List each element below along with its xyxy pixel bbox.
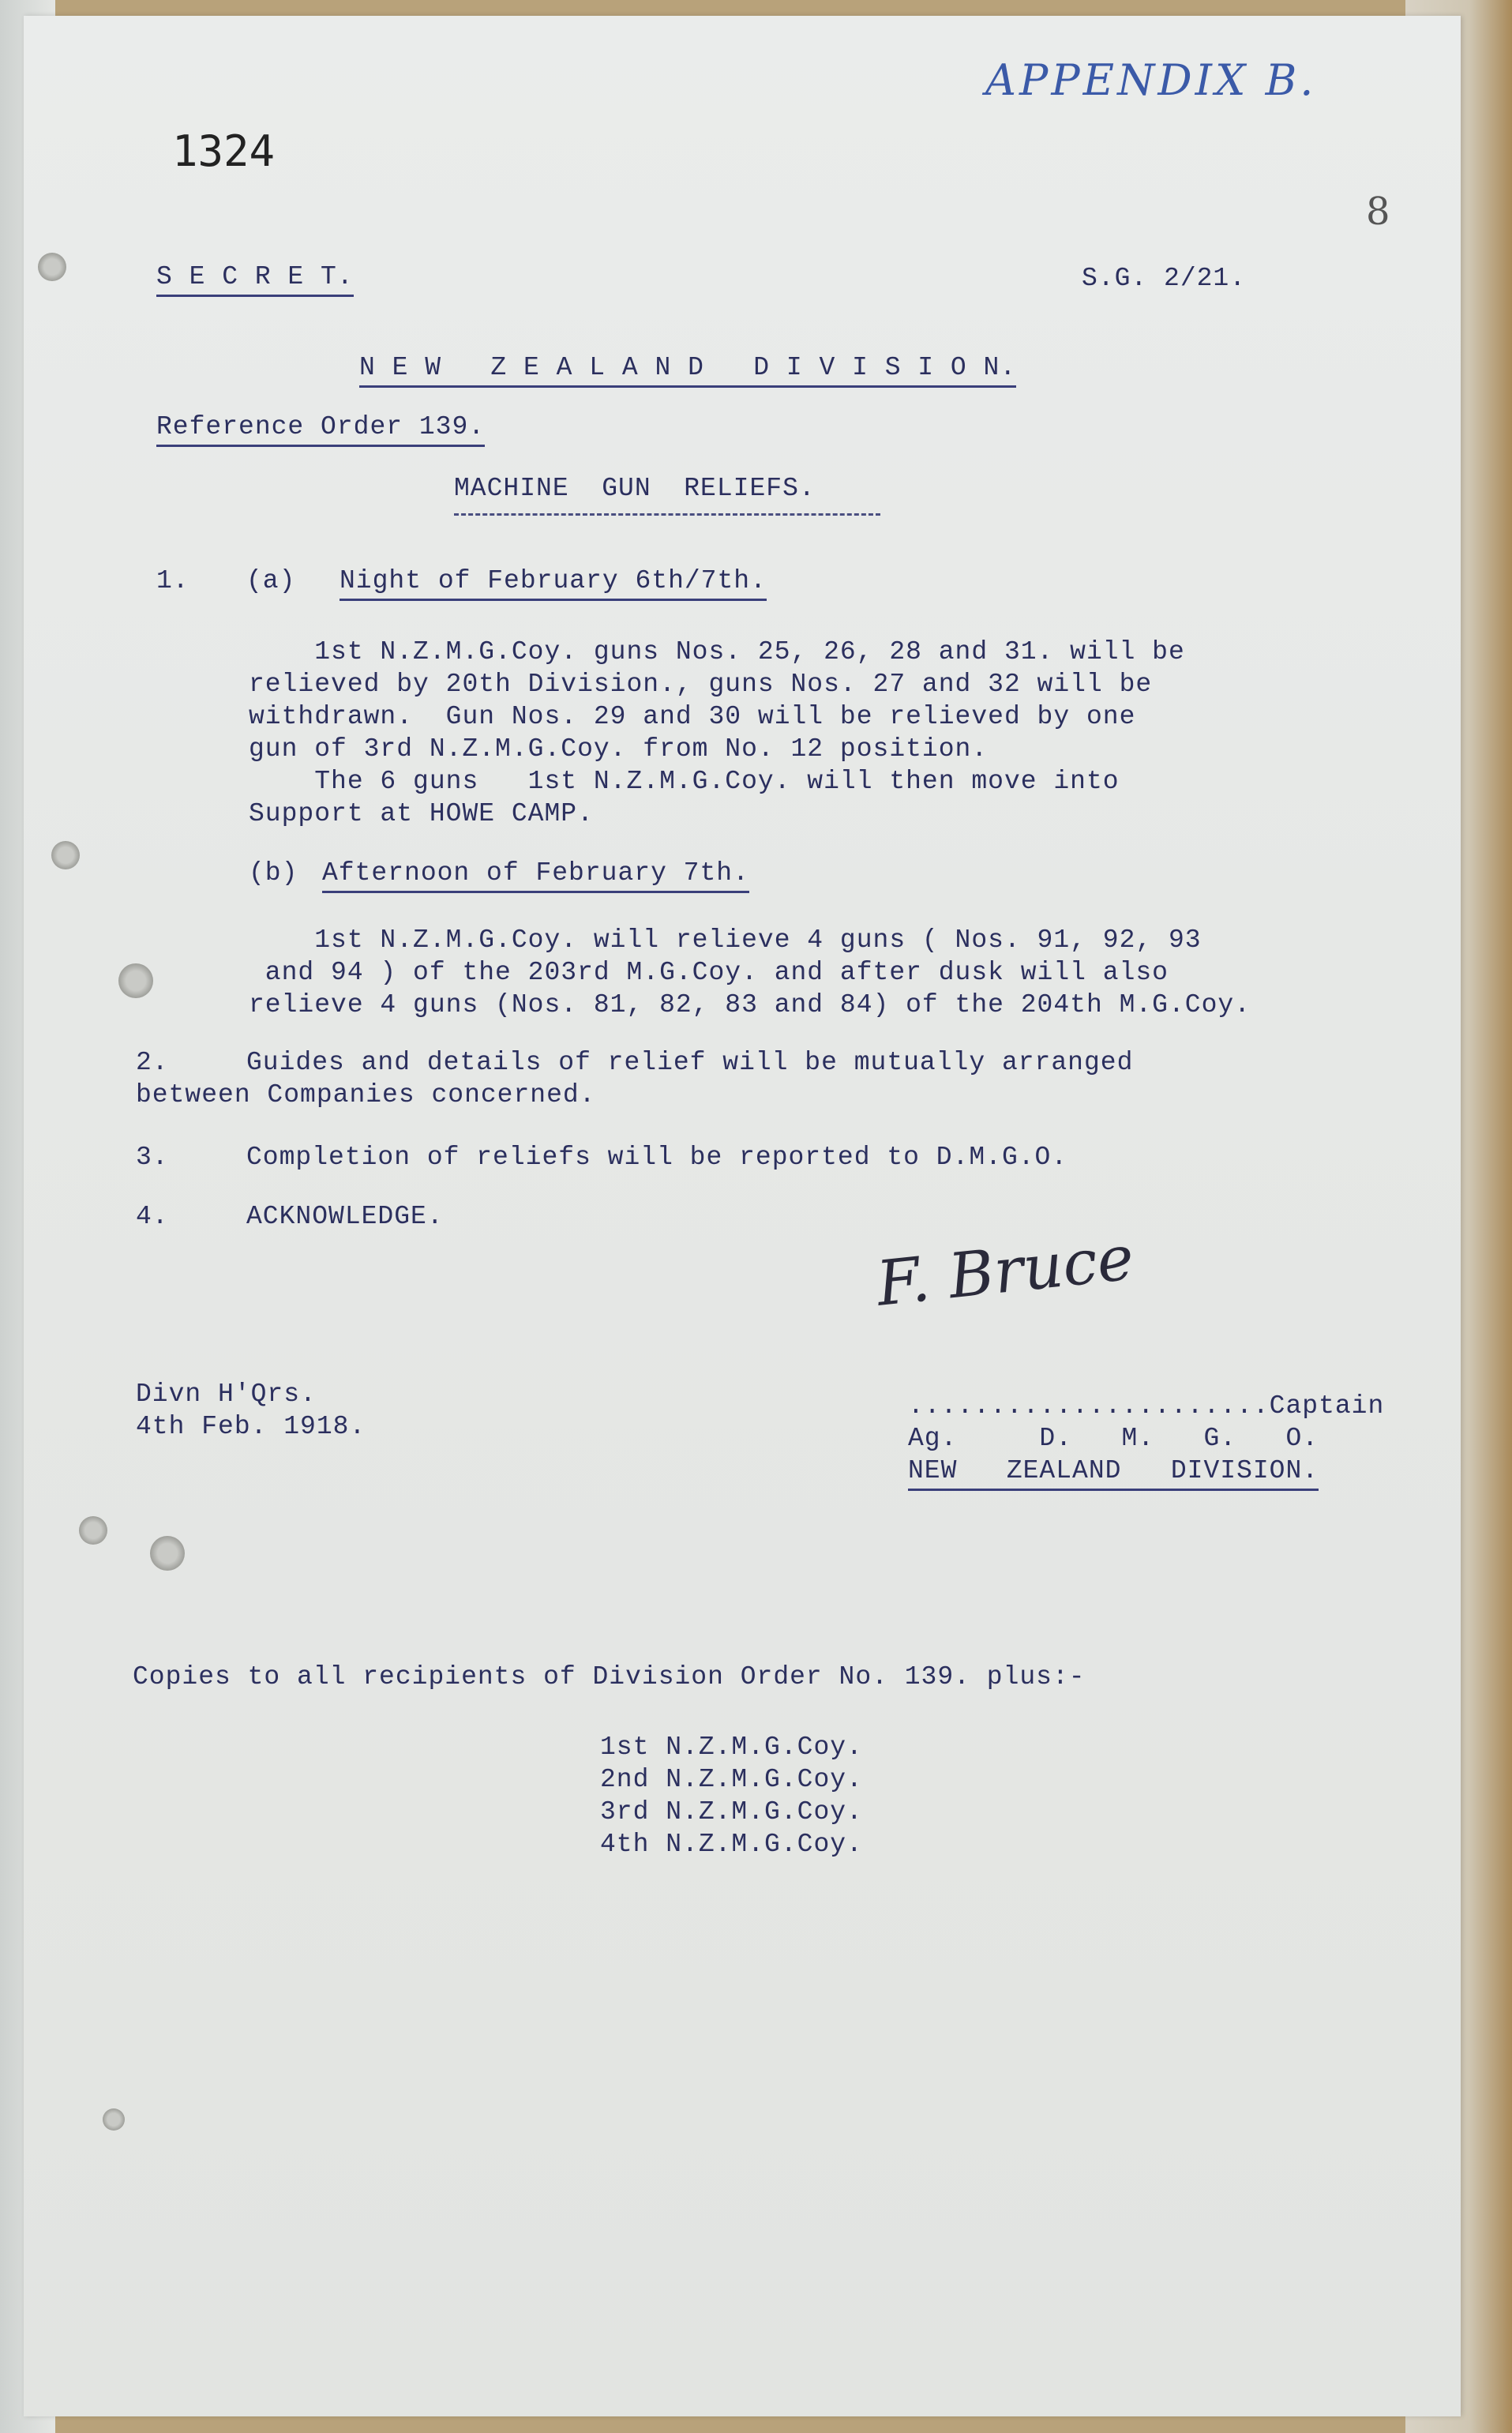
para1a-line: withdrawn. Gun Nos. 29 and 30 will be relieved by one	[249, 702, 1136, 731]
title-underline	[454, 513, 880, 516]
para3-text: Completion of reliefs will be reported to D.M.G.O.	[246, 1143, 1068, 1172]
page-number: 8	[1366, 190, 1390, 234]
punch-hole	[118, 963, 153, 998]
para1a-marker: (a)	[246, 566, 296, 595]
copies-recipient: 4th N.Z.M.G.Coy.	[600, 1830, 863, 1859]
reference-number: 1324	[172, 126, 276, 176]
signoff-division: NEW ZEALAND DIVISION.	[908, 1455, 1319, 1491]
para1b-line: relieve 4 guns (Nos. 81, 82, 83 and 84) of the 204th M.G.Coy.	[249, 990, 1251, 1019]
punch-hole	[38, 253, 66, 281]
copies-recipient: 3rd N.Z.M.G.Coy.	[600, 1797, 863, 1827]
origin-date: 4th Feb. 1918.	[136, 1412, 366, 1441]
punch-hole	[150, 1536, 185, 1571]
para4-number: 4.	[136, 1202, 169, 1231]
para1a-line: gun of 3rd N.Z.M.G.Coy. from No. 12 position.	[249, 734, 989, 764]
para1a-line: 1st N.Z.M.G.Coy. guns Nos. 25, 26, 28 and 31. will be	[249, 637, 1185, 666]
division-heading: N E W Z E A L A N D D I V I S I O N.	[359, 351, 1016, 388]
punch-hole	[51, 841, 80, 869]
reference-order: Reference Order 139.	[156, 411, 485, 447]
para2-line: Guides and details of relief will be mutually arranged	[246, 1048, 1134, 1077]
document-page	[24, 16, 1461, 2416]
document-title: MACHINE GUN RELIEFS.	[454, 474, 816, 503]
sg-reference: S.G. 2/21.	[1082, 264, 1247, 293]
copies-recipient: 2nd N.Z.M.G.Coy.	[600, 1765, 863, 1794]
para1a-line: Support at HOWE CAMP.	[249, 799, 594, 828]
signoff-role: Ag. D. M. G. O.	[908, 1424, 1319, 1453]
para1b-heading: Afternoon of February 7th.	[322, 857, 749, 893]
para2-line: between Companies concerned.	[136, 1080, 596, 1109]
para1-number: 1.	[156, 566, 189, 595]
origin-line: Divn H'Qrs.	[136, 1380, 317, 1409]
para4-text: ACKNOWLEDGE.	[246, 1202, 444, 1231]
copies-intro: Copies to all recipients of Division Order No. 139. plus:-	[133, 1662, 1086, 1691]
para1a-line: The 6 guns 1st N.Z.M.G.Coy. will then move into	[249, 767, 1120, 796]
signoff-rank: ......................Captain	[908, 1391, 1385, 1421]
classification: S E C R E T.	[156, 261, 354, 297]
para1a-heading: Night of February 6th/7th.	[340, 565, 767, 601]
para1b-line: and 94 ) of the 203rd M.G.Coy. and after dusk will also	[249, 958, 1169, 987]
para2-number: 2.	[136, 1048, 169, 1077]
para1b-marker: (b)	[249, 858, 298, 888]
para3-number: 3.	[136, 1143, 169, 1172]
para1a-line: relieved by 20th Division., guns Nos. 27 and 32 will be	[249, 670, 1153, 699]
handwritten-signature: F. Bruce	[873, 1222, 1138, 1320]
copies-recipient: 1st N.Z.M.G.Coy.	[600, 1733, 863, 1762]
para1b-line: 1st N.Z.M.G.Coy. will relieve 4 guns ( Nos. 91, 92, 93	[249, 926, 1202, 955]
punch-hole	[103, 2108, 125, 2131]
punch-hole	[79, 1516, 107, 1545]
appendix-annotation: APPENDIX B.	[985, 55, 1317, 105]
